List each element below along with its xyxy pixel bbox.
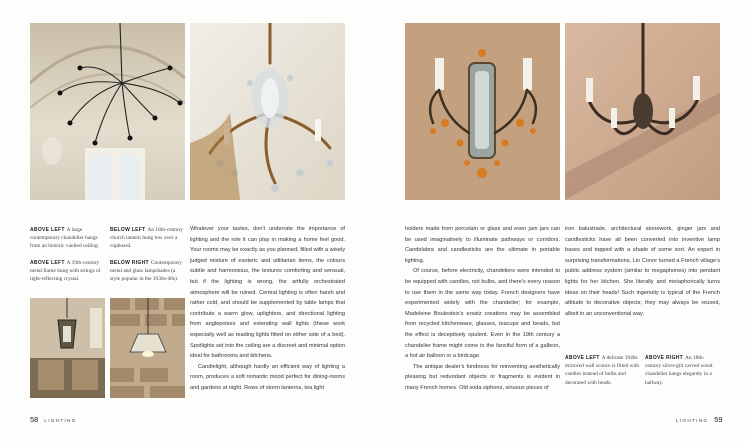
photo-glass-lampshade xyxy=(110,298,185,398)
body-column-1 xyxy=(190,224,345,394)
caption-glass-lampshade xyxy=(110,259,185,284)
photo-carved-chandelier xyxy=(565,23,720,200)
page-number: 59 xyxy=(714,415,723,424)
caption-vaulted-chandelier xyxy=(30,226,105,251)
caption-text: A large contemporary chandelier hangs from an historic vaulted ceiling. xyxy=(30,227,100,250)
caption-text: A 19th-century metal frame hung with strings of light-reflecting crystal. xyxy=(30,260,101,283)
caption-church-lantern xyxy=(110,226,185,251)
body-column-3 xyxy=(565,224,720,319)
caption-label: ABOVE LEFT xyxy=(30,260,65,266)
paragraph: iron balustrade, architectural stonework, ginger jars and candlesticks have all been converted into inventive lamp bases and topped with a shade of some sort. An expert in surprising transformations, Lin Conor turned a French village's public address system (similar to megaphones) into pendant lights for her kitchen. She literally and metaphorically turns ideas on their heads! Such ingenuity is typical of the French attitude to decorative objects; they may always be reused, albeit in an unconventional way. xyxy=(565,226,720,317)
glass-lampshade-image xyxy=(110,298,185,398)
photo-crystal-chandelier xyxy=(190,23,345,200)
caption-label: ABOVE LEFT xyxy=(30,227,65,233)
photo-church-lantern xyxy=(30,298,105,398)
page-number: 58 xyxy=(30,415,39,424)
mirrored-sconce-image xyxy=(405,23,560,200)
photo-mirrored-sconce xyxy=(405,23,560,200)
carved-chandelier-image xyxy=(565,23,720,200)
paragraph: Of course, before electricity, chandeliers were intended to be equipped with candles, not bulbs, and there's every reason to use them in the same way today. French designers have experimented widely with the chandelier; for example, Madeleine Boulesteix's ersatz creations may be assembled from recycled kitchenware, glasses, teacups and beads, but the effect is deceptively opulent. Even in the 19th century a chandelier frame might come in the fanciful form of a galleon, a hot air balloon or a birdcage. xyxy=(405,268,560,360)
caption-label: ABOVE LEFT xyxy=(565,355,600,361)
vaulted-chandelier-image xyxy=(30,23,185,200)
caption-text: An 18th-century silver-gilt carved wood chandelier hangs elegantly in a hallway. xyxy=(645,355,713,386)
paragraph: Candlelight, although hardly an efficient way of lighting a room, produces a soft romantic mood perfect for dining-rooms and gardens at night. Rows of storm lanterns, tea light xyxy=(190,363,345,391)
folio-right xyxy=(676,415,723,424)
caption-label: BELOW RIGHT xyxy=(110,260,149,266)
caption-label: BELOW LEFT xyxy=(110,227,146,233)
paragraph: holders made from porcelain or glass and even jam jars can be used imaginatively to illuminate pathways or corridors. Candelabra and candlesticks are the ultimate in portable lighting. xyxy=(405,226,560,264)
caption-text: An 18th-century church lantern hung low over a cupboard. xyxy=(110,227,183,250)
section-name: LIGHTING xyxy=(676,419,709,424)
section-name: LIGHTING xyxy=(44,419,77,424)
caption-crystal-frame xyxy=(30,259,105,284)
caption-label: ABOVE RIGHT xyxy=(645,355,684,361)
paragraph: Whatever your tastes, don't underrate the importance of lighting and the role it can play in making a home feel good. Your rooms may be exactly as you planned, filled with a wisely judged mixture of esoteric and utilitarian items, the colours subtle and harmonious, the textures comforting and sensual, but if the lighting is wrong, the artfully orchestrated atmosphere will be ruined. Central lighting is often harsh and rather cold, and should be supplemented by table lamps that contribute a warm glow, uplighters, and directional lighting from anglepoises and extending wall lights (these work especially well as reading lights fitted on either side of a bed). Spotlights set into the ceiling are a discreet and minimal option ideal for bathrooms and kitchens. xyxy=(190,226,345,360)
caption-text: Contemporary metal and glass lampshades (a style popular in the 1930s-40s). xyxy=(110,260,182,283)
photo-vaulted-chandelier xyxy=(30,23,185,200)
body-column-2 xyxy=(405,224,560,394)
folio-left xyxy=(30,415,77,424)
caption-carved-chandelier xyxy=(645,354,720,387)
caption-mirrored-sconce xyxy=(565,354,640,387)
caption-text: A delicate 1940s mirrored wall sconce is fitted with candles instead of bulbs and decorated with beads. xyxy=(565,355,640,386)
church-lantern-image xyxy=(30,298,105,398)
paragraph: The antique dealer's fondness for reinventing aesthetically pleasing but redundant objects or fragments is evident in many French homes. Old soda siphons, sinuous pieces of xyxy=(405,363,560,391)
crystal-chandelier-image xyxy=(190,23,345,200)
